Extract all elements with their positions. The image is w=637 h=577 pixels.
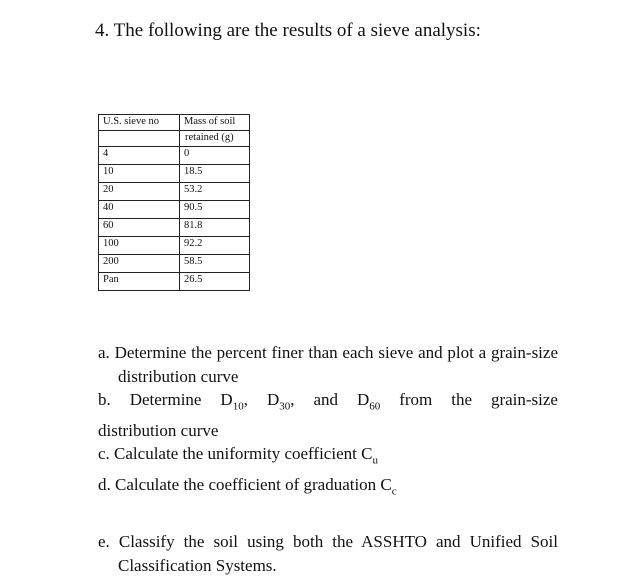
mass-cell: 58.5 [180, 255, 250, 273]
question-b-sep1: , D [243, 390, 280, 409]
table-row [99, 147, 250, 165]
question-b-line1 [98, 388, 558, 419]
cu-subscript: u [372, 454, 378, 467]
question-c [98, 442, 558, 473]
sieve-table [98, 114, 250, 291]
sieve-cell: 60 [99, 219, 180, 237]
header-mass-retained-line2: retained (g) [180, 131, 250, 147]
mass-cell: 26.5 [180, 273, 250, 291]
mass-cell: 92.2 [180, 237, 250, 255]
question-a: a. Determine the percent finer than each sieve and plot a grain-size distribution curve [98, 343, 558, 386]
mass-cell: 18.5 [180, 165, 250, 183]
sieve-cell: 20 [99, 183, 180, 201]
header-sieve-no: U.S. sieve no [99, 115, 180, 131]
mass-cell: 81.8 [180, 219, 250, 237]
table-row [99, 219, 250, 237]
sieve-cell: 40 [99, 201, 180, 219]
question-d-text: d. Calculate the coefficient of graduation C [98, 475, 392, 495]
question-d [98, 473, 558, 504]
question-e: e. Classify the soil using both the ASSHTO and Unified Soil Classification Systems. [98, 532, 558, 575]
cc-subscript: c [391, 485, 397, 498]
sieve-cell: Pan [99, 273, 180, 291]
question-b-sep2: , and D [290, 390, 370, 409]
mass-cell: 0 [180, 147, 250, 165]
table-row [99, 201, 250, 219]
d60-subscript: 60 [369, 400, 381, 413]
table-row [99, 183, 250, 201]
mass-cell: 53.2 [180, 183, 250, 201]
d30-subscript: 30 [279, 400, 291, 413]
table-row [99, 273, 250, 291]
sieve-cell: 4 [99, 147, 180, 165]
table-row [99, 165, 250, 183]
question-list [98, 341, 558, 577]
problem-title: 4. The following are the results of a sieve analysis: [95, 20, 481, 41]
table-row [99, 255, 250, 273]
question-c-text: c. Calculate the uniformity coefficient C [98, 444, 373, 464]
table-row [99, 237, 250, 255]
d10-subscript: 10 [232, 400, 244, 413]
sieve-cell: 200 [99, 255, 180, 273]
mass-cell: 90.5 [180, 201, 250, 219]
question-b-suffix: from the grain-size [380, 390, 558, 409]
question-b-line2: distribution curve [98, 420, 219, 440]
header-sieve-no-blank [99, 131, 180, 147]
question-b [98, 388, 558, 442]
sieve-cell: 10 [99, 165, 180, 183]
sieve-cell: 100 [99, 237, 180, 255]
question-b-prefix: b. Determine D [98, 390, 233, 409]
header-mass-retained-line1: Mass of soil [180, 115, 250, 131]
